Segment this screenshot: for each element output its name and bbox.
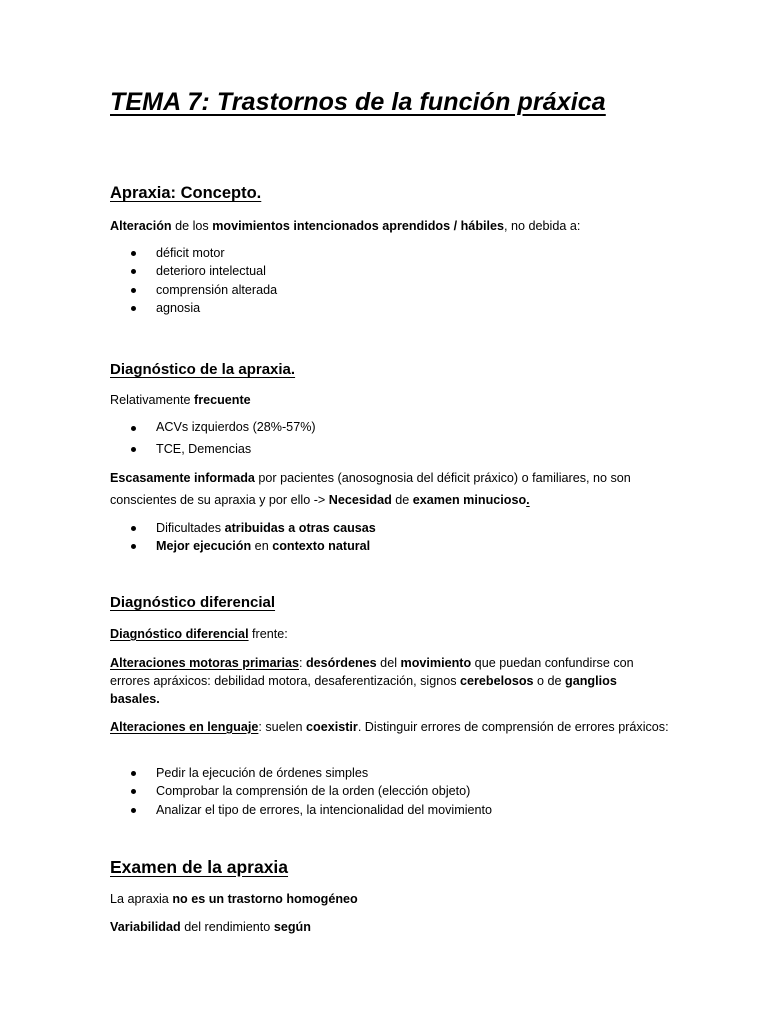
document-title: TEMA 7: Trastornos de la función práxica xyxy=(110,88,606,116)
bullet-icon xyxy=(131,447,136,452)
text: . Distinguir errores de comprensión de errores práxicos: xyxy=(357,720,669,734)
text-bold: Alteraciones en lenguaje xyxy=(110,720,259,734)
text-bold: cerebelosos xyxy=(460,674,534,688)
text-bold: . xyxy=(526,492,530,507)
paragraph-frequency xyxy=(110,391,670,409)
list-difficulties xyxy=(110,519,376,556)
text-bold: coexistir xyxy=(306,720,358,734)
list-item xyxy=(110,782,492,800)
list-item xyxy=(110,299,277,317)
text: del xyxy=(376,656,401,670)
bullet-icon xyxy=(131,808,136,813)
text-bold: movimiento xyxy=(400,656,472,670)
list-item-text: comprensión alterada xyxy=(156,282,278,297)
list-item-text: deterioro intelectual xyxy=(156,264,266,279)
list-item-text-bold: contexto natural xyxy=(272,539,371,554)
bullet-icon xyxy=(131,306,136,311)
text: La apraxia xyxy=(110,892,173,906)
list-item xyxy=(110,244,277,262)
text: del rendimiento xyxy=(180,920,274,934)
bullet-icon xyxy=(131,526,136,531)
list-item-text: TCE, Demencias xyxy=(156,441,252,456)
bullet-icon xyxy=(131,544,136,549)
list-item-text: en xyxy=(251,539,273,554)
text-bold: Alteraciones motoras primarias xyxy=(110,656,299,670)
list-item-text: Dificultades xyxy=(156,521,225,535)
list-item xyxy=(110,537,376,555)
list-item xyxy=(110,417,316,439)
list-item-text: déficit motor xyxy=(156,246,225,260)
list-item-text-bold: Mejor ejecución xyxy=(156,539,252,554)
list-item-text: Analizar el tipo de errores, la intencionalidad del movimiento xyxy=(156,802,493,817)
text-bold: frecuente xyxy=(194,393,251,407)
list-item xyxy=(110,801,492,819)
bullet-icon xyxy=(131,426,136,431)
list-item xyxy=(110,281,277,299)
text-bold: Alteración xyxy=(110,219,172,233)
heading-diagnostico-diferencial: Diagnóstico diferencial xyxy=(110,594,276,611)
heading-examen: Examen de la apraxia xyxy=(110,857,289,877)
text-bold: movimientos intencionados aprendidos / hábiles xyxy=(212,219,505,233)
text-bold: Variabilidad xyxy=(110,920,181,934)
text-bold: ganglios basales. xyxy=(110,674,617,706)
bullet-icon xyxy=(131,771,136,776)
bullet-icon xyxy=(131,789,136,794)
text: Relativamente xyxy=(110,393,194,407)
text: : xyxy=(298,656,306,670)
text: de xyxy=(391,492,413,507)
text: de los xyxy=(171,219,213,233)
list-item-text: ACVs izquierdos (28%-57%) xyxy=(156,420,316,434)
text-bold: Escasamente informada xyxy=(110,471,255,485)
text-bold: Necesidad xyxy=(328,492,392,507)
paragraph-no-homogeneo xyxy=(110,890,670,908)
text: o de xyxy=(533,674,566,688)
paragraph-informada xyxy=(110,468,670,511)
list-item-text: Comprobar la comprensión de la orden (elección objeto) xyxy=(156,784,471,799)
bullet-icon xyxy=(131,251,136,256)
text: que puedan confundirse con errores apráxicos: debilidad motora, desaferentización, signos xyxy=(110,656,634,688)
heading-diagnostico: Diagnóstico de la apraxia. xyxy=(110,361,296,378)
paragraph-frente xyxy=(110,625,670,643)
text: : suelen xyxy=(258,720,306,734)
list-not-due-to xyxy=(110,244,277,317)
text-bold: no es un trastorno homogéneo xyxy=(172,892,358,906)
text: frente: xyxy=(248,627,288,641)
text: por pacientes (anosognosia del déficit práxico) o familiares, no son conscientes de su apraxia y por ello -> xyxy=(110,471,631,507)
paragraph-definition xyxy=(110,217,670,235)
list-item-text: Pedir la ejecución de órdenes simples xyxy=(156,766,369,780)
list-item xyxy=(110,262,277,280)
list-causes xyxy=(110,417,316,460)
paragraph-lenguaje xyxy=(110,718,670,736)
list-item xyxy=(110,764,492,782)
text-bold: según xyxy=(273,920,311,934)
list-item xyxy=(110,439,316,461)
list-item xyxy=(110,519,376,537)
text-bold: examen minucioso xyxy=(412,492,527,507)
list-item-text-bold: atribuidas a otras causas xyxy=(224,521,376,535)
text-bold: desórdenes xyxy=(305,656,377,670)
list-item-text: agnosia xyxy=(156,300,201,315)
text-bold: Diagnóstico diferencial xyxy=(110,627,249,641)
heading-apraxia-concepto: Apraxia: Concepto. xyxy=(110,184,262,202)
text: , no debida a: xyxy=(504,219,581,233)
list-distinguish xyxy=(110,764,492,819)
paragraph-variabilidad xyxy=(110,918,670,936)
paragraph-motoras xyxy=(110,654,670,708)
bullet-icon xyxy=(131,269,136,274)
bullet-icon xyxy=(131,288,136,293)
